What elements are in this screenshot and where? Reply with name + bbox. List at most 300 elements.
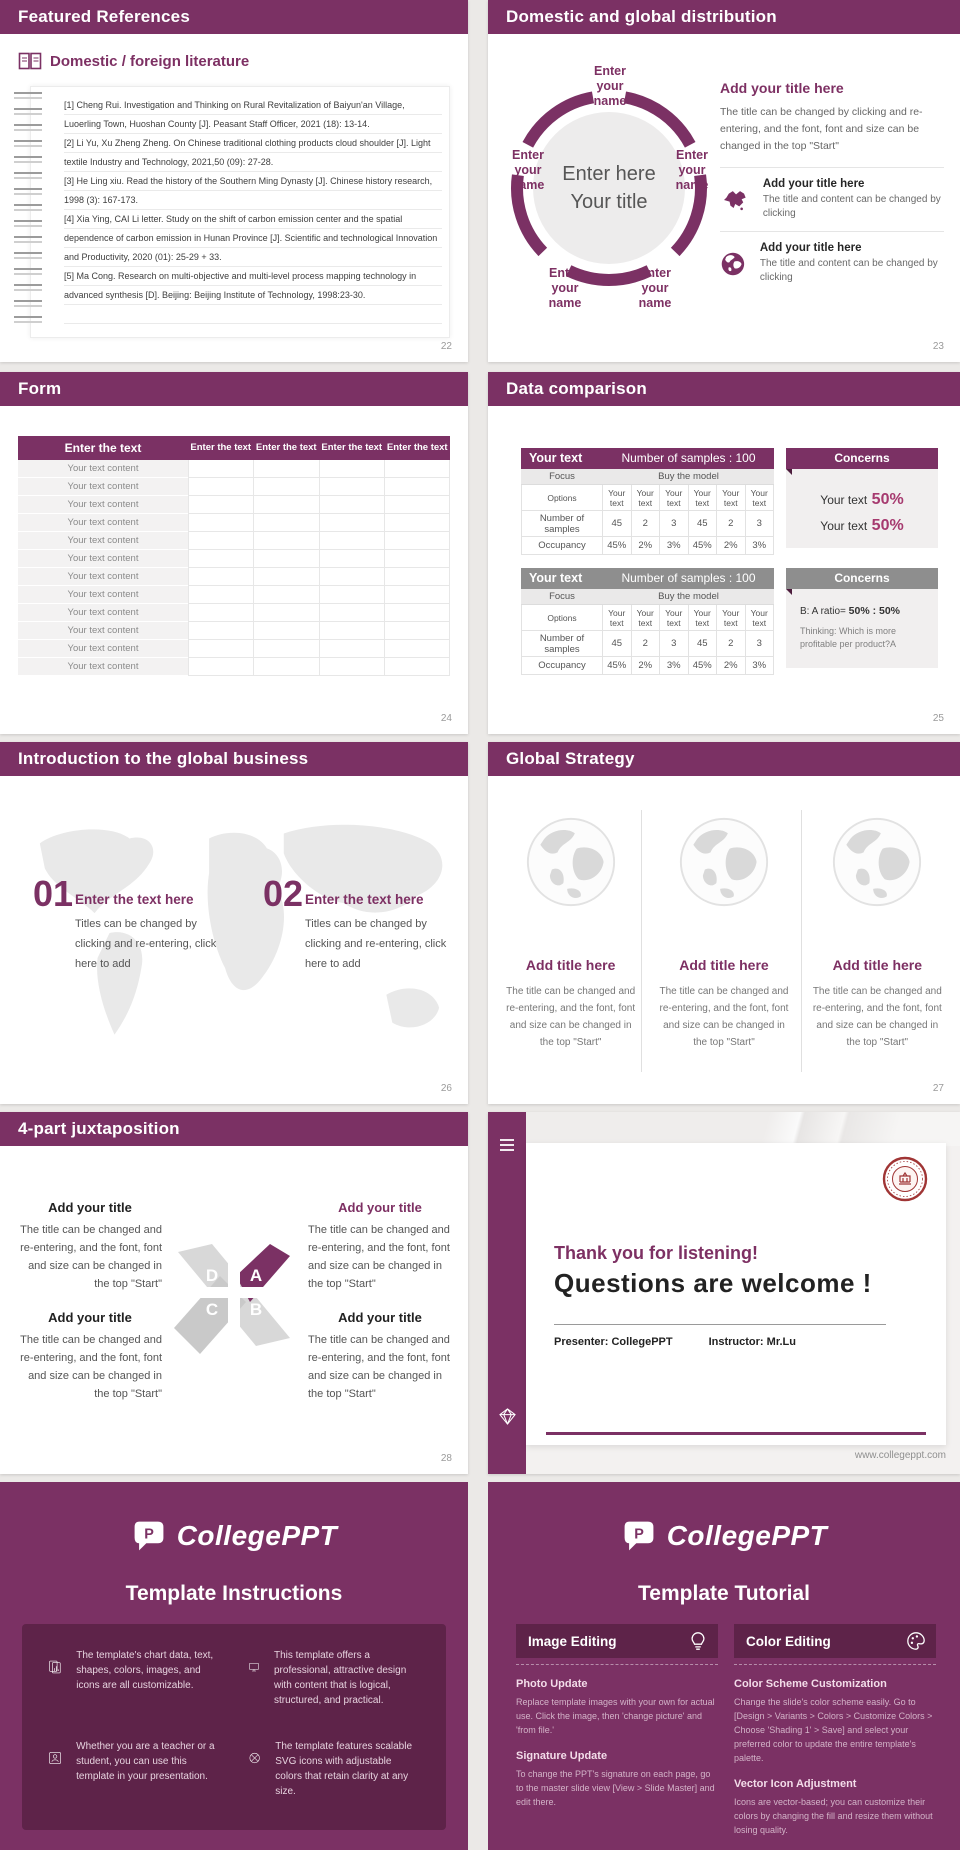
table-cell: Your text [746,605,775,631]
slide-24-form[interactable] [0,372,468,734]
page-number: 26 [440,1083,452,1094]
empty-cell [254,550,319,568]
empty-cell [320,460,385,478]
section-header [734,1624,936,1658]
presenter-label: Presenter: CollegePPT [554,1336,673,1348]
column-body: The title can be changed and re-entering, and the font, font and size can be changed in the top "Start" [506,986,636,1048]
entry-body: Icons are vector-based; you can customize their colors by changing the fill and resize them without losing quality. [734,1797,933,1835]
add-title-body: The title can be changed by clicking and re-entering, and the font, font and size can be changed in the top "Start" [720,106,923,152]
form-table [18,436,450,676]
slide-25-data-comparison[interactable] [488,372,960,734]
empty-cell [254,532,319,550]
slide-24-title-bar: Form [0,372,468,406]
section-header [516,1624,718,1658]
table-row [18,568,450,586]
table-cell: Your text [746,485,775,511]
step-title: Enter the text here [305,892,424,907]
table-row [18,496,450,514]
step-text-block [75,892,235,974]
table-cell: 45 [689,511,718,537]
sidebar-accent-bar [488,1112,526,1474]
instruction-item [48,1648,220,1715]
block-body: The title can be changed and re-entering, and the font, font and size can be changed in the top "Start" [308,1224,450,1290]
instruction-text: Whether you are a teacher or a student, you can use this template in your presentation. [76,1741,215,1782]
panel-template-instructions [0,1482,468,1850]
instruction-text: The template's chart data, text, shapes, colors, images, and icons are all customizable. [76,1650,214,1691]
brand-name: CollegePPT [666,1520,828,1551]
row-label-cell: Your text content [18,604,188,622]
table-cell: 3% [746,537,775,555]
table-cell: 3 [660,631,689,657]
list-item [720,168,944,232]
empty-cell [254,460,319,478]
text-block-top-left [18,1200,162,1293]
concern-line [786,487,938,513]
empty-cell [320,478,385,496]
step-body: Titles can be changed by clicking and re-entering, click here to add [75,918,217,970]
focus-label: Focus [549,471,575,482]
tutorial-column-color-editing [734,1624,936,1837]
table-header-row [18,436,450,460]
focus-value: Buy the model [658,471,719,482]
text-block-bottom-right [308,1310,452,1403]
instructions-grid [22,1624,446,1830]
reference-item: [4] Xia Ying, CAI Li letter. Study on the shift of carbon emission center and the spatial dependence of carbon emission in Hunan Province [J]. Scientific and technological Innovation and Productivity, 2020 (01): 25-29 + 33. [64,214,438,262]
dashed-divider [516,1664,718,1665]
table-cell: 2% [632,657,661,675]
quadrant-letter-b: B [249,1300,263,1319]
column-title: Add title here [832,957,923,973]
occupancy-row [521,537,774,555]
empty-cell [385,478,450,496]
focus-row [521,589,774,605]
concerns-title: Concerns [786,448,938,469]
slide-23-distribution[interactable] [488,0,960,362]
item-body: The title and content can be changed by clicking [762,194,941,219]
empty-cell [385,604,450,622]
row-label-cell: Your text content [18,658,188,676]
row-label: Options [521,485,603,511]
table-row [18,478,450,496]
dashed-divider [734,1664,936,1665]
table-cell: Your text [603,485,632,511]
table-cell: 3 [660,511,689,537]
list-item [720,232,944,295]
ring-center-text [533,160,685,216]
table-cell: 3 [746,631,775,657]
slide-28-juxtaposition[interactable] [0,1112,468,1474]
table-cell: 3% [660,537,689,555]
table-cell: 45% [603,657,632,675]
slide-27-title-bar: Global Strategy [488,742,960,776]
brand-logo [0,1518,468,1554]
empty-cell [320,514,385,532]
concern-percent: 50% [871,491,904,508]
table-row [18,514,450,532]
svg-text:P: P [633,1526,644,1543]
reference-item: [1] Cheng Rui. Investigation and Thinking on Rural Revitalization of Baiyun'an Village, Luoerling Town, Huoshan County [J]. Peasant Staff Officer, 2021 (18): 13-14. [64,100,405,129]
step-number: 01 [33,873,74,914]
x-ribbon-diagram [166,1230,302,1360]
concerns-title: Concerns [786,568,938,589]
collegeppt-logo-icon [621,1518,657,1554]
table-cell: Your text [717,485,746,511]
table-cell: 2 [632,511,661,537]
instructor-label: Instructor: Mr.Lu [708,1336,796,1348]
table-header-cell: Enter the text [190,442,252,453]
ring-center-line2: Your title [570,191,648,213]
empty-cell [385,622,450,640]
panel-template-tutorial [488,1482,960,1850]
table-header-cell: Enter the text [386,442,448,453]
table-cell: 2% [632,537,661,555]
options-row [521,605,774,631]
table-cell: Your text [689,605,718,631]
scalable-vector-icon [248,1739,261,1777]
step-title: Enter the text here [75,892,194,907]
table-cell: 45% [603,537,632,555]
strategy-column [801,812,954,1051]
empty-cell [188,532,254,550]
row-label-cell: Your text content [18,514,188,532]
slide-28-title-bar: 4-part juxtaposition [0,1112,468,1146]
table-header-cell: Enter the text [64,441,142,455]
collegeppt-logo-icon [131,1518,167,1554]
tutorial-entries [734,1678,936,1837]
empty-cell [320,550,385,568]
strategy-column [494,812,647,1051]
hamburger-menu-icon [500,1139,514,1154]
right-text-column [720,80,944,295]
ratio-label: B: A ratio= [800,606,849,617]
quadrant-letter-c: C [205,1300,219,1319]
column-title: Add title here [525,957,616,973]
table-cell: Your text [660,605,689,631]
entry-body: Replace template images with your own for actual use. Click the image, then 'change picture' and 'from file.' [516,1697,715,1735]
table-corner-label: Your text [529,571,583,585]
open-book-icon [18,52,42,71]
empty-cell [320,586,385,604]
row-label-cell: Your text content [18,496,188,514]
instruction-item [248,1739,420,1806]
page-number: 25 [932,713,944,724]
table-cell: 2 [717,631,746,657]
section-title: Image Editing [528,1633,617,1649]
tutorial-entry [734,1678,936,1765]
table-header-label: Number of samples : 100 [621,451,756,465]
ring-label-top: Enter your name [593,64,627,108]
table-cell: 2% [717,537,746,555]
empty-cell [320,604,385,622]
palette-icon [906,1631,926,1651]
comparison-table-2 [521,568,774,675]
text-block-bottom-left [18,1310,162,1403]
row-label: Occupancy [521,537,603,555]
reference-item: [3] He Ling xiu. Read the history of the Southern Ming Dynasty [J]. Chinese history research, 1998 (3): 167-173. [64,176,433,205]
block-body: The title can be changed and re-entering, and the font, font and size can be changed in the top "Start" [308,1334,450,1400]
references-list [64,96,442,330]
section-title: Color Editing [746,1633,831,1649]
empty-cell [385,496,450,514]
brand-name: CollegePPT [176,1520,338,1551]
table-header-label: Number of samples : 100 [621,571,756,585]
table-header-cell: Enter the text [255,442,317,453]
quadrant-letter-a: A [249,1266,263,1285]
slide-27-global-strategy[interactable] [488,742,960,1104]
step-body: Titles can be changed by clicking and re-entering, click here to add [305,918,447,970]
ring-label-left: Enter your name [511,148,545,192]
ring-center-line1: Enter here [562,163,656,185]
ring-label-bottom-left: Enter your name [548,266,582,310]
instruction-item [248,1648,420,1715]
table-row [18,604,450,622]
table-row [18,640,450,658]
item-body: The title and content can be changed by clicking [759,258,938,283]
concerns-body [786,469,938,548]
block-title: Add your title [338,1310,422,1325]
empty-cell [188,550,254,568]
empty-cell [188,622,254,640]
concern-note: Thinking: Which is more profitable per product?A [800,626,897,649]
samples-row [521,511,774,537]
page-number: 24 [440,713,452,724]
table-header [521,448,774,469]
empty-cell [320,568,385,586]
empty-cell [320,622,385,640]
table-row [18,460,450,478]
page-number: 27 [932,1083,944,1094]
row-label-cell: Your text content [18,640,188,658]
table-cell: 45 [603,631,632,657]
empty-cell [254,622,319,640]
table-cell: Your text [603,605,632,631]
diamond-logo-icon [499,1408,516,1425]
row-label-cell: Your text content [18,532,188,550]
page-number: 22 [440,341,452,352]
empty-cell [188,568,254,586]
row-label: Number of samples [521,631,603,657]
slide-23-title-bar: Domestic and global distribution [488,0,960,34]
table-cell: 2 [632,631,661,657]
empty-cell [385,658,450,676]
table-cell: 45 [603,511,632,537]
spiral-binding-icon [14,92,42,332]
table-row [18,658,450,676]
table-cell: Your text [689,485,718,511]
page-number: 23 [932,341,944,352]
tutorial-entry [516,1678,718,1737]
focus-value: Buy the model [658,591,719,602]
divider-line [554,1324,886,1325]
table-row [18,550,450,568]
university-seal [882,1156,928,1202]
step-text-block [305,892,463,974]
table-body [18,460,450,676]
concern-text: Your text [820,493,868,507]
slide-26-title-bar: Introduction to the global business [0,742,468,776]
step-number: 02 [263,873,304,914]
entry-heading: Signature Update [516,1750,608,1762]
empty-cell [188,478,254,496]
empty-cell [254,586,319,604]
china-map-icon [720,186,749,214]
page-number: 28 [440,1453,452,1464]
monitor-icon [248,1648,260,1686]
empty-cell [254,658,319,676]
concerns-body [786,589,938,668]
focus-row [521,469,774,485]
empty-cell [188,586,254,604]
slide-22-featured-references[interactable] [0,0,468,362]
instruction-item [48,1739,220,1806]
brand-logo [488,1518,960,1554]
entry-body: Change the slide's color scheme easily. Go to [Design > Variants > Colors > Customize Colors > Choose 'Shading 1' > Save] and select your preferred color to update the entire template's palette. [734,1697,933,1763]
row-label-cell: Your text content [18,550,188,568]
svg-text:P: P [143,1526,154,1543]
empty-cell [188,496,254,514]
column-title: Add title here [679,957,769,973]
concerns-box-1 [786,448,938,548]
questions-line: Questions are welcome ! [554,1268,872,1298]
row-label: Occupancy [521,657,603,675]
empty-cell [385,514,450,532]
entry-body: To change the PPT's signature on each page, go to the master slide view [View > Slide Master] and edit there. [516,1769,715,1807]
empty-cell [254,478,319,496]
globe-icon [525,816,617,908]
table-cell: 3% [746,657,775,675]
table-corner-label: Your text [529,451,583,465]
table-cell: 2% [717,657,746,675]
column-body: The title can be changed and re-entering, and the font, font and size can be changed in the top "Start" [659,986,789,1048]
globe-icon [678,816,770,908]
item-title: Add your title here [759,242,862,254]
concern-percent: 50% [871,517,904,534]
empty-cell [320,640,385,658]
tutorial-column-image-editing [516,1624,718,1809]
lightbulb-icon [688,1631,708,1651]
block-title: Add your title [48,1200,132,1215]
table-header [521,568,774,589]
empty-cell [385,532,450,550]
block-title: Add your title [338,1200,422,1215]
strategy-columns [494,812,954,1051]
add-title-heading: Add your title here [720,80,844,96]
row-label-cell: Your text content [18,622,188,640]
section-heading [18,52,249,71]
table-row [18,532,450,550]
slide-26-global-business[interactable] [0,742,468,1104]
table-cell: 2 [717,511,746,537]
tutorial-entries [516,1678,718,1809]
concern-line [786,513,938,539]
empty-cell [385,460,450,478]
empty-cell [385,568,450,586]
entry-heading: Color Scheme Customization [734,1678,887,1690]
empty-cell [320,532,385,550]
section-title: Domestic / foreign literature [50,53,250,70]
empty-cell [188,658,254,676]
table-cell: 45% [689,657,718,675]
comparison-table-1 [521,448,774,555]
table-row [18,586,450,604]
row-label-cell: Your text content [18,478,188,496]
row-label-cell: Your text content [18,586,188,604]
instruction-text: The template features scalable SVG icons with adjustable colors that retain clarity at any size. [275,1741,413,1797]
row-label: Options [521,605,603,631]
entry-heading: Photo Update [516,1678,588,1690]
table-cell: 3 [746,511,775,537]
text-block-top-right [308,1200,452,1293]
quadrant-letter-d: D [205,1266,219,1285]
block-title: Add your title [48,1310,132,1325]
thank-you-line: Thank you for listening! [554,1243,759,1263]
empty-cell [320,658,385,676]
empty-cell [254,514,319,532]
panel-heading: Template Instructions [125,1582,343,1605]
entry-heading: Vector Icon Adjustment [734,1778,857,1790]
row-label: Number of samples [521,511,603,537]
reference-item: [5] Ma Cong. Research on multi-objective and multi-level process mapping technology in advanced synthesis [D]. Beijing: Beijing Institute of Technology, 1998:23-30. [64,271,417,300]
ring-label-right: Enter your name [675,148,709,192]
slide-25-title-bar: Data comparison [488,372,960,406]
slide-thank-you[interactable] [488,1112,960,1474]
empty-cell [385,550,450,568]
background-streaks [526,1112,960,1146]
empty-cell [254,640,319,658]
options-row [521,485,774,511]
column-body: The title can be changed and re-entering, and the font, font and size can be changed in the top "Start" [812,986,942,1048]
table-cell: 45% [689,537,718,555]
person-icon [48,1739,62,1777]
instruction-text: This template offers a professional, attractive design with content that is logical, structured, and practical. [273,1650,407,1706]
thank-you-card [526,1143,946,1445]
occupancy-row [521,657,774,675]
credits-line [554,1336,832,1348]
website-url: www.collegeppt.com [854,1450,946,1461]
table-cell: 45 [689,631,718,657]
strategy-column [647,812,800,1051]
tutorial-entry [516,1750,718,1809]
ratio-line [800,605,926,617]
samples-row [521,631,774,657]
focus-label: Focus [549,591,575,602]
table-cell: Your text [632,485,661,511]
ring-label-bottom-right: Enter your name [638,266,672,310]
empty-cell [254,568,319,586]
empty-cell [320,496,385,514]
block-body: The title can be changed and re-entering, and the font, font and size can be changed in the top "Start" [20,1334,162,1400]
item-title: Add your title here [762,178,865,190]
empty-cell [188,604,254,622]
empty-cell [188,460,254,478]
table-cell: Your text [660,485,689,511]
empty-cell [188,514,254,532]
ratio-value: 50% : 50% [848,605,901,617]
row-label-cell: Your text content [18,460,188,478]
table-header-cell: Enter the text [321,442,383,453]
table-cell: Your text [632,605,661,631]
empty-cell [385,640,450,658]
table-cell: 3% [660,657,689,675]
globe-icon [720,249,746,279]
row-label-cell: Your text content [18,568,188,586]
empty-cell [385,586,450,604]
empty-cell [254,496,319,514]
empty-cell [188,640,254,658]
panel-heading: Template Tutorial [638,1582,810,1605]
concerns-box-2 [786,568,938,668]
chart-pages-icon [48,1648,62,1686]
